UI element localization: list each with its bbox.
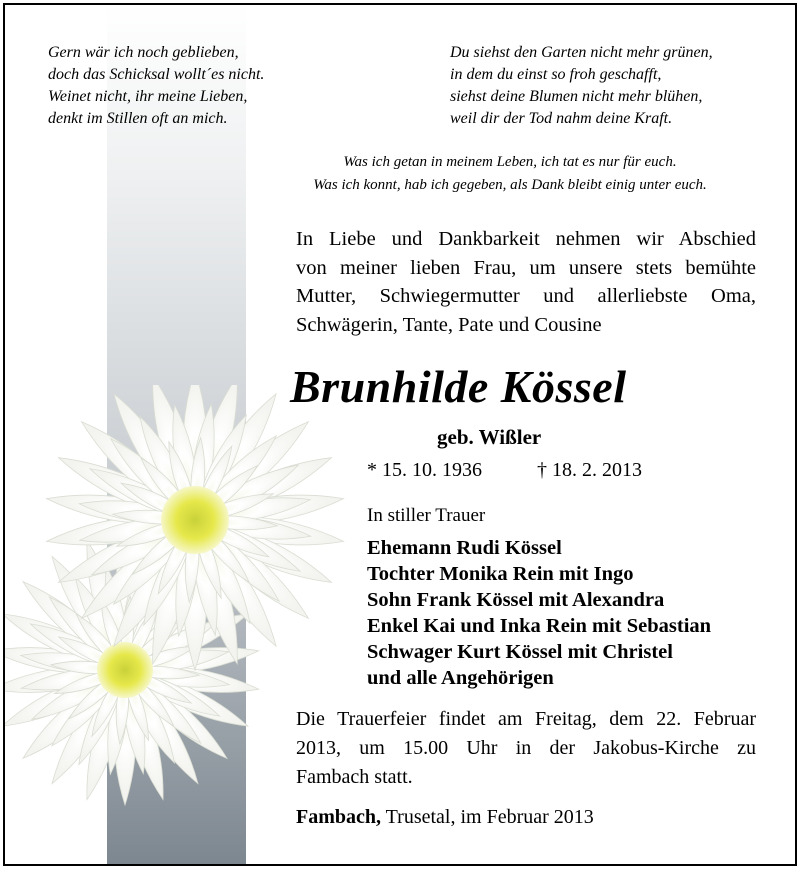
intro-line: von meiner lieben Frau, um unsere stets bemühte	[296, 256, 756, 279]
life-dates	[367, 459, 642, 482]
intro-line: Schwägerin, Tante, Pate und Cousine	[296, 313, 602, 336]
birth-date: * 15. 10. 1936	[367, 459, 482, 481]
poem-left	[48, 42, 264, 130]
flower-center	[97, 642, 153, 698]
death-date: † 18. 2. 2013	[537, 459, 642, 481]
obituary-frame	[3, 3, 797, 866]
deceased-name: Brunhilde Kössel	[290, 361, 627, 412]
couplet-line: Was ich konnt, hab ich gegeben, als Dank bleibt einig unter euch.	[313, 177, 707, 193]
maiden-name: geb. Wißler	[437, 425, 542, 449]
mourner: und alle Angehörigen	[367, 667, 554, 689]
poem-line: doch das Schicksal wollt´es nicht.	[48, 66, 265, 83]
intro-line: Mutter, Schwiegermutter und allerliebste Oma,	[296, 285, 756, 307]
couplet-line: Was ich getan in meinem Leben, ich tat es nur für euch.	[343, 154, 677, 170]
poem-right	[450, 42, 713, 130]
couplet	[275, 151, 745, 197]
service-line: Die Trauerfeier findet am Freitag, dem 22. Februar	[296, 708, 756, 730]
poem-line: in dem du einst so froh geschafft,	[450, 66, 662, 83]
dahlia-flowers-image	[5, 385, 350, 845]
flower-center	[161, 486, 229, 554]
mourning-label: In stiller Trauer	[367, 505, 486, 526]
mourners-list	[367, 535, 711, 691]
mourner: Sohn Frank Kössel mit Alexandra	[367, 589, 665, 611]
mourner: Ehemann Rudi Kössel	[367, 537, 562, 559]
service-line: Fambach statt.	[296, 766, 413, 788]
intro-line: In Liebe und Dankbarkeit nehmen wir Abschied	[296, 228, 756, 250]
intro-text	[296, 225, 756, 339]
service-info	[296, 705, 756, 792]
poem-line: denkt im Stillen oft an mich.	[48, 110, 228, 127]
poem-line: weil dir der Tod nahm deine Kraft.	[450, 110, 673, 127]
poem-line: Weinet nicht, ihr meine Lieben,	[48, 88, 248, 105]
mourner: Schwager Kurt Kössel mit Christel	[367, 641, 673, 663]
service-line: 2013, um 15.00 Uhr in der Jakobus-Kirche zu	[296, 737, 756, 759]
poem-line: Gern wär ich noch geblieben,	[48, 44, 239, 61]
poem-line: Du siehst den Garten nicht mehr grünen,	[450, 44, 713, 61]
poem-line: siehst deine Blumen nicht mehr blühen,	[450, 88, 703, 105]
mourner: Enkel Kai und Inka Rein mit Sebastian	[367, 615, 712, 637]
place-town: Fambach,	[296, 806, 381, 828]
mourner: Tochter Monika Rein mit Ingo	[367, 563, 634, 585]
place-rest: Trusetal, im Februar 2013	[381, 806, 594, 828]
